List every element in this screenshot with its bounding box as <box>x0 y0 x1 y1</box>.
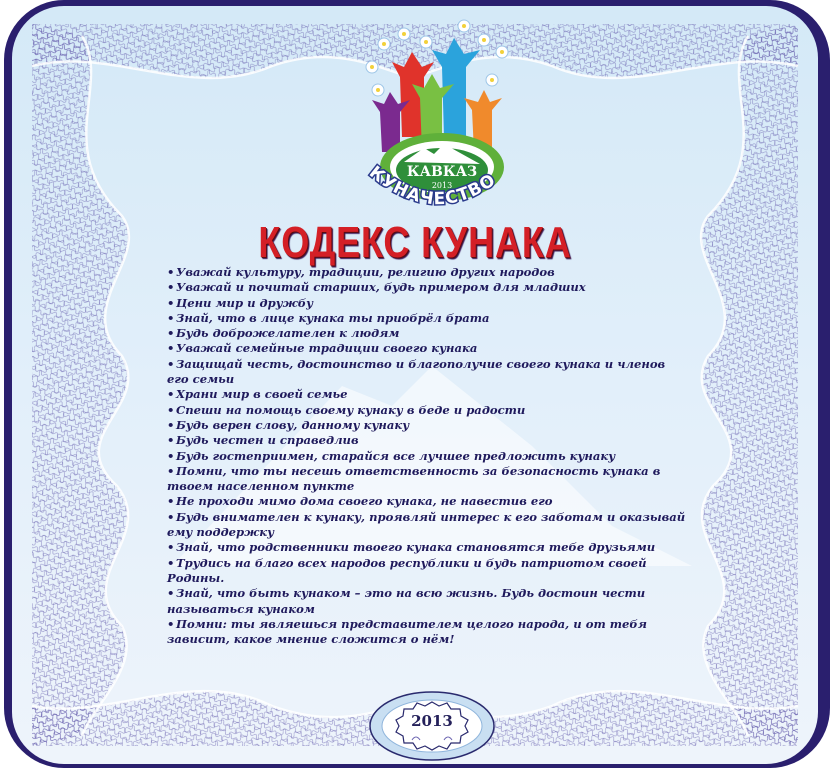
rule-text: Знай, что родственники твоего кунака становятся тебе друзьями <box>176 540 656 555</box>
page-title: КОДЕКС КУНАКА <box>258 218 572 267</box>
list-item: • Уважай семейные традиции своего кунака <box>167 341 478 356</box>
rule-text: Цени мир и дружбу <box>176 295 314 310</box>
rule-text: Знай, что быть кунаком – это на всю жизнь. Будь достоин чести называться кунаком <box>167 586 646 616</box>
list-item: • Будь внимателен к кунаку, проявляй интерес к его заботам и оказывай ему поддержку <box>167 509 686 540</box>
list-item: • Будь верен слову, данному кунаку <box>167 417 410 432</box>
list-item: • Цени мир и дружбу <box>167 295 314 310</box>
rule-text: Помни: ты являешься представителем целого народа, и от тебя зависит, какое мнение сложится о нём! <box>167 616 647 647</box>
rule-text: Уважай культуру, традиции, религию других народов <box>176 265 555 279</box>
rule-text: Уважай семейные традиции своего кунака <box>176 341 478 356</box>
emblem-year: 2013 <box>431 181 453 190</box>
rule-text: Будь честен и справедлив <box>176 433 359 448</box>
arc-text: КУНАЧЕСТВО <box>365 162 500 207</box>
rule-text: Не проходи мимо дома своего кунака, не навестив его <box>176 494 553 509</box>
certificate-background <box>12 6 818 764</box>
list-item: • Спеши на помощь своему кунаку в беде и радости <box>167 402 526 417</box>
rule-text: Будь внимателен к кунаку, проявляй интерес к его заботам и оказывай ему поддержку <box>167 509 686 540</box>
rule-text: Храни мир в своей семье <box>176 387 348 402</box>
rule-text: Будь гостеприимен, старайся все лучшее предложить кунаку <box>176 448 616 463</box>
rule-text: Будь доброжелателен к людям <box>176 326 400 341</box>
list-item: • Будь доброжелателен к людям <box>167 326 400 341</box>
kavkaz-kunachestvo-logo <box>342 12 542 207</box>
list-item: • Не проходи мимо дома своего кунака, не навестив его <box>167 494 553 509</box>
rule-text: Знай, что в лице кунака ты приобрёл брата <box>176 310 490 325</box>
list-item: • Защищай честь, достоинство и благополучие своего кунака и членов его семьи <box>167 356 666 387</box>
list-item: • Помни, что ты несешь ответственность за безопасность кунака в твоем населенном пункте <box>167 463 661 494</box>
rule-text: Трудись на благо всех народов республики и будь патриотом своей Родины. <box>167 555 647 585</box>
list-item: • Уважай и почитай старших, будь примером для младших <box>167 280 586 295</box>
list-item: • Помни: ты являешься представителем целого народа, и от тебя зависит, какое мнение сложится о нём! <box>167 616 647 647</box>
list-item: • Знай, что родственники твоего кунака становятся тебе друзьями <box>167 540 656 555</box>
emblem-text: КАВКАЗ <box>406 164 478 180</box>
list-item: • Уважай культуру, традиции, религию других народов <box>167 265 555 279</box>
seal-year: 2013 <box>411 712 453 730</box>
list-item: • Храни мир в своей семье <box>167 387 348 402</box>
rule-text: Уважай и почитай старших, будь примером для младших <box>176 280 586 295</box>
list-item: • Знай, что быть кунаком – это на всю жизнь. Будь достоин чести называться кунаком <box>167 586 646 616</box>
list-item: • Будь гостеприимен, старайся все лучшее предложить кунаку <box>167 448 616 463</box>
rule-text: Будь верен слову, данному кунаку <box>176 417 410 432</box>
rule-text: Помни, что ты несешь ответственность за безопасность кунака в твоем населенном пункте <box>167 463 661 494</box>
rule-text: Спеши на помощь своему кунаку в беде и радости <box>176 402 526 417</box>
list-item: • Трудись на благо всех народов республики и будь патриотом своей Родины. <box>167 555 647 585</box>
list-item: • Знай, что в лице кунака ты приобрёл брата <box>167 310 490 325</box>
list-item: • Будь честен и справедлив <box>167 433 359 448</box>
rule-text: Защищай честь, достоинство и благополучие своего кунака и членов его семьи <box>167 356 666 387</box>
rules-list <box>167 265 687 647</box>
